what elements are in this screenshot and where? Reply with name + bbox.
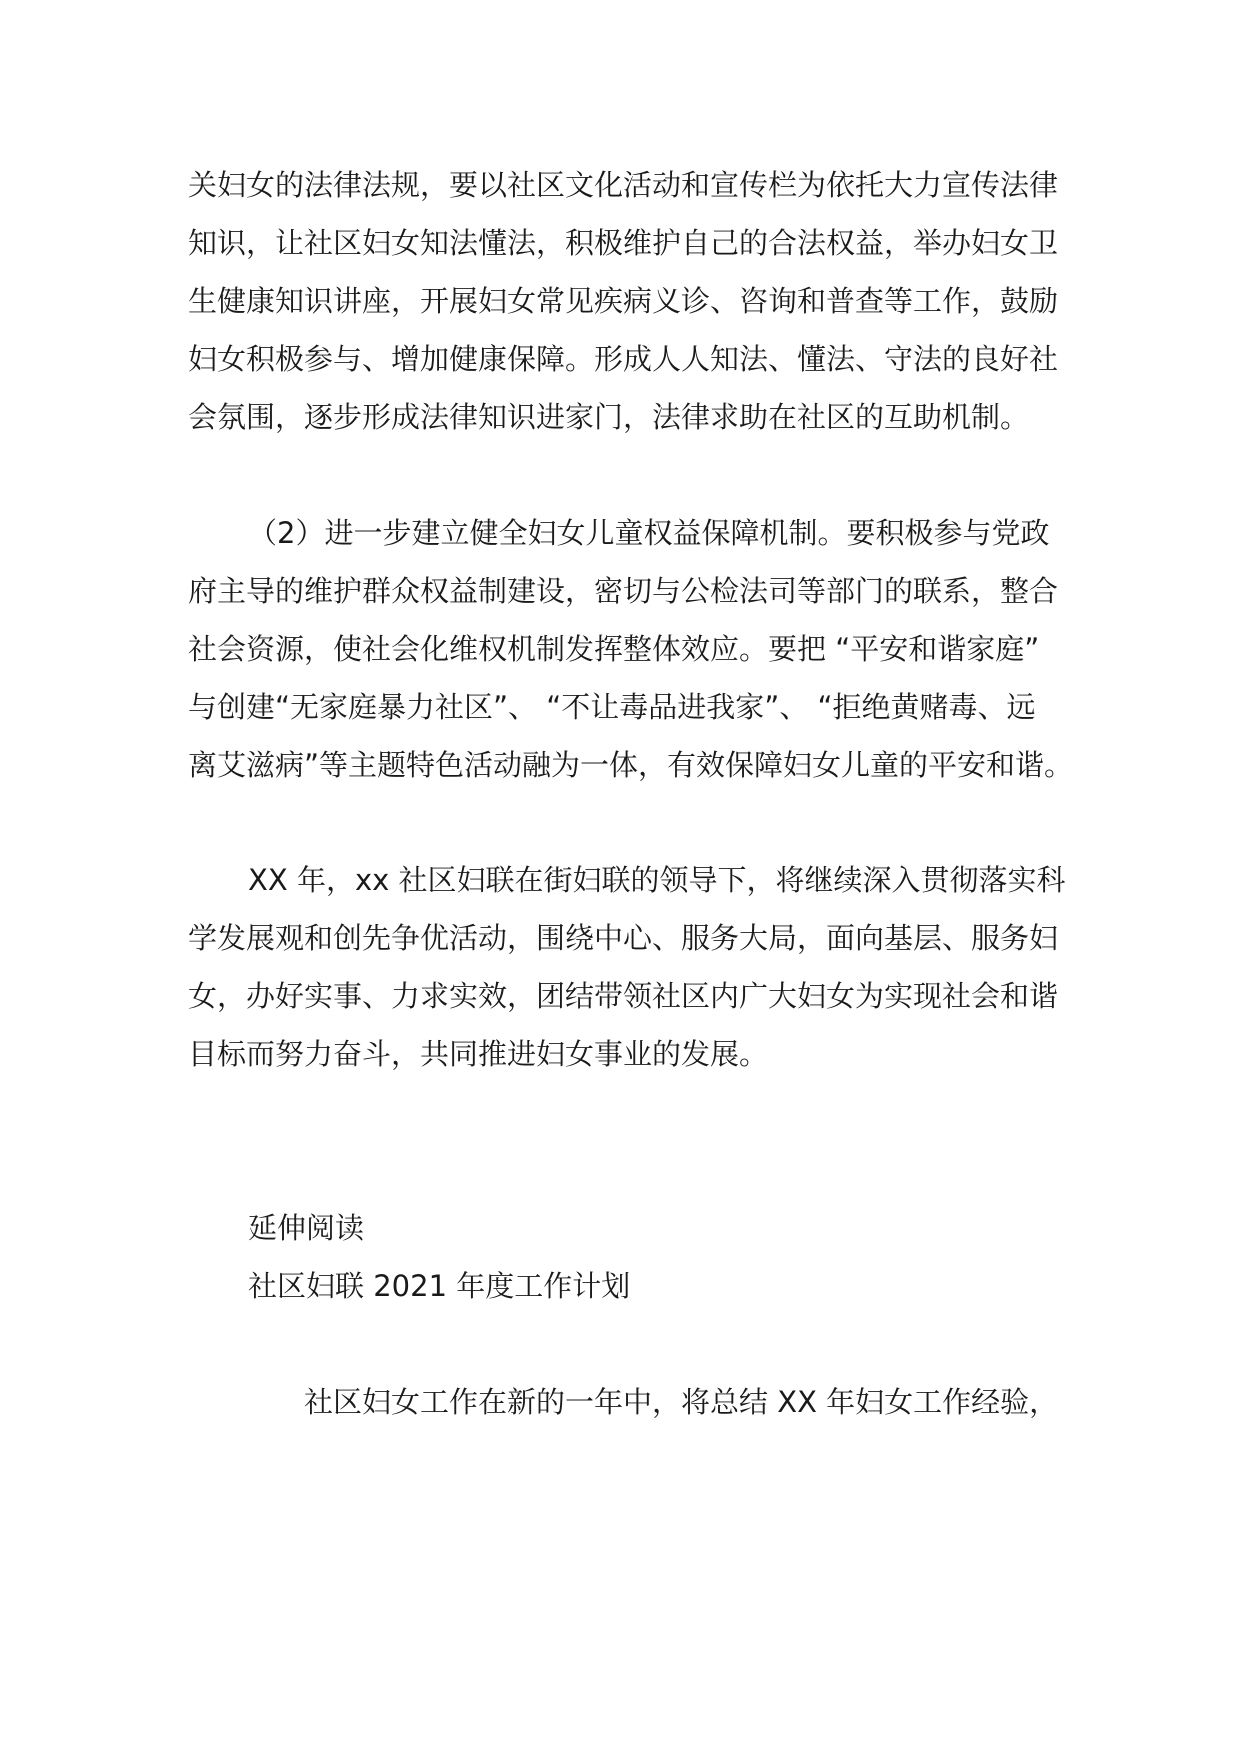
paragraph1-line-5: 会氛围，逐步形成法律知识进家门，法律求助在社区的互助机制。	[188, 400, 1030, 434]
paragraph2-line-2: 府主导的维护群众权益制建设，密切与公检法司等部门的联系，整合	[188, 574, 1059, 608]
related-title: 社区妇联 2021 年度工作计划	[248, 1269, 631, 1303]
extended-reading-label: 延伸阅读	[248, 1211, 365, 1245]
paragraph2-line-1: （2）进一步建立健全妇女儿童权益保障机制。要积极参与党政	[248, 516, 1050, 550]
paragraph2-line-3: 社会资源，使社会化维权机制发挥整体效应。要把 “平安和谐家庭”	[188, 632, 1040, 666]
paragraph1-line-2: 知识，让社区妇女知法懂法，积极维护自己的合法权益，举办妇女卫	[188, 226, 1059, 260]
paragraph4-line-1: 社区妇女工作在新的一年中，将总结 XX 年妇女工作经验，	[304, 1385, 1059, 1419]
paragraph3-line-3: 女，办好实事、力求实效，团结带领社区内广大妇女为实现社会和谐	[188, 979, 1059, 1013]
paragraph1-line-3: 生健康知识讲座，开展妇女常见疾病义诊、咨询和普查等工作，鼓励	[188, 284, 1059, 318]
paragraph3-line-2: 学发展观和创先争优活动，围绕中心、服务大局，面向基层、服务妇	[188, 921, 1059, 955]
paragraph2-line-4: 与创建“无家庭暴力社区”、 “不让毒品进我家”、 “拒绝黄赌毒、远	[188, 690, 1036, 724]
paragraph3-line-4: 目标而努力奋斗，共同推进妇女事业的发展。	[188, 1037, 769, 1071]
paragraph1-line-1: 关妇女的法律法规，要以社区文化活动和宣传栏为依托大力宣传法律	[188, 168, 1059, 202]
paragraph2-line-5: 离艾滋病”等主题特色活动融为一体，有效保障妇女儿童的平安和谐。	[188, 748, 1074, 782]
paragraph3-line-1: XX 年，xx 社区妇联在街妇联的领导下，将继续深入贯彻落实科	[248, 863, 1066, 897]
paragraph1-line-4: 妇女积极参与、增加健康保障。形成人人知法、懂法、守法的良好社	[188, 342, 1059, 376]
